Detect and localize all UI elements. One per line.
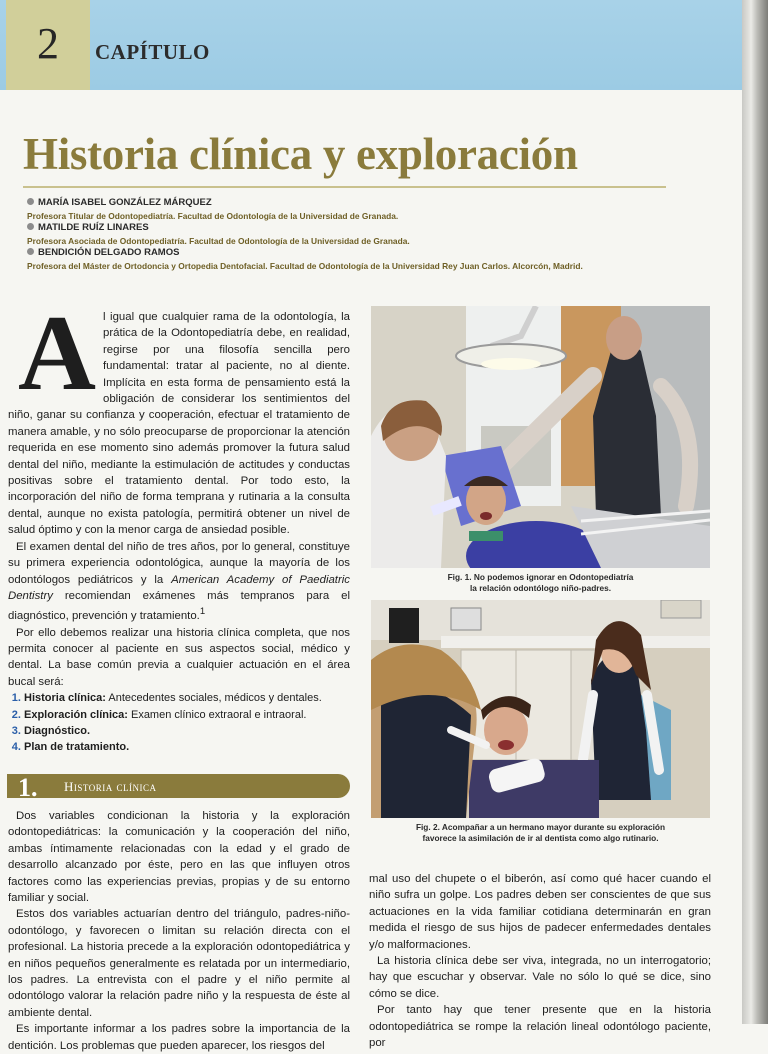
intro-paragraph-3: Por ello debemos realizar una historia clínica completa, que nos permita conocer al paciente en sus aspectos social, médico y dental. La base común previa a cualquier actuación en el área bucal será:: [8, 626, 350, 688]
list-item: 3. Diagnóstico.: [24, 723, 350, 739]
figure-1-photo: [371, 306, 710, 568]
author-name: MARÍA ISABEL GONZÁLEZ MÁRQUEZ: [27, 197, 739, 210]
chapter-number: 2: [37, 19, 59, 68]
author-affiliation: Profesora Asociada de Odontopediatría. Facultad de Odontología de la Universidad de Granada.: [27, 235, 410, 246]
right-text-column: [369, 871, 711, 1051]
section-paragraph: Es importante informar a los padres sobre la importancia de la dentición. Los problemas que pueden aparecer, los riesgos del: [8, 1023, 350, 1052]
section-number: 1.: [18, 773, 38, 802]
chapter-label: CAPÍTULO: [95, 40, 210, 64]
list-item: 2. Exploración clínica: Examen clínico extraoral e intraoral.: [24, 707, 350, 723]
right-paragraph: La historia clínica debe ser viva, integrada, no un interrogatorio; hay que escuchar y observar. Vale no sólo lo qué se dice, sino cómo se dice.: [369, 955, 711, 1000]
section-1-column: [8, 808, 350, 1054]
dental-clinic-siblings-illustration: [371, 600, 710, 818]
list-item: 4. Plan de tratamiento.: [24, 739, 350, 755]
right-paragraph: Por tanto hay que tener presente que en la historia odontopediátrica se rompe la relación lineal odontólogo paciente, por: [369, 1004, 711, 1050]
figure-2-caption: Fig. 2. Acompañar a un hermano mayor durante su exploración favorece la asimilación de ir al dentista como algo rutinario.: [415, 822, 666, 843]
chapter-title: Historia clínica y exploración: [23, 129, 578, 179]
author-list: [27, 197, 739, 272]
figure-1-caption: Fig. 1. No podemos ignorar en Odontopediatría la relación odontólogo niño-padres.: [447, 572, 634, 593]
intro-paragraph-2: El examen dental del niño de tres años, por lo general, constituye su primera experiencia odontológica, aunque la mayoría de los odontólogos pediátricos y la American Academy of Paediatric Dentistry recomiendan exámenes más tempranos para el diagnóstico, prevención y tratamiento.$^1$: [8, 540, 350, 623]
dental-clinic-illustration: [371, 306, 710, 568]
drop-cap: A: [18, 294, 96, 413]
figure-2-photo: [371, 600, 710, 818]
section-paragraph: Dos variables condicionan la historia y la exploración odontopediátricas: la comunicación y la cooperación del niño, ambas íntimamente relacionadas con la edad y el grado de desarrollo alcanzado por éste, pero en las que influyen otros factores como las experiencias previas, propias y de su entorno familiar y social.: [8, 810, 350, 905]
section-paragraph: Estos dos variables actuarían dentro del triángulo, padres-niño-odontólogo, y favorecen o limitan su relación directa con el profesional. La historia precede a la exploración odontopediátrica y en niños pequeños generalmente es relatada por un intermediario, los padres. La entrevista con el padre y el niño permite al odontólogo valorar la relación padre niño y la respuesta de éste al ambiente dental.: [8, 908, 350, 1019]
author-affiliation: Profesora del Máster de Ortodoncia y Ortopedia Dentofacial. Facultad de Odontología de la Universidad Rey Juan Carlos. Alcorcón, Madrid.: [27, 260, 583, 271]
section-title: Historia clínica: [64, 779, 157, 794]
title-divider: [23, 186, 666, 188]
author-name: BENDICIÓN DELGADO RAMOS: [27, 247, 739, 260]
intro-column: [8, 294, 350, 756]
steps-list: [8, 690, 350, 756]
author-name: MATILDE RUÍZ LINARES: [27, 222, 739, 235]
right-paragraph: mal uso del chupete o el biberón, así como qué hacer cuando el niño sufra un golpe. Los padres deben ser conscientes de que sus actuaciones en la vida familiar cotidiana determinarán en gran medida el riesgo de sus hijos de padecer enfermedades dentales y/o malformaciones.: [369, 873, 711, 951]
list-item: 1. Historia clínica: Antecedentes sociales, médicos y dentales.: [24, 690, 350, 706]
section-heading-bar: [7, 774, 350, 798]
author-affiliation: Profesora Titular de Odontopediatría. Facultad de Odontología de la Universidad de Granada.: [27, 210, 399, 221]
intro-paragraph-1: Al igual que cualquier rama de la odontología, la prática de la Odontopediatría debe, en realidad, regirse por una filosofía sencilla pero fundamental: tratar al paciente, no al diente. Implícita en esta forma de pensamiento está la obligación de considerar los sentimientos del niño, ganar su confianza y cooperación, efectuar el tratamiento de manera amable, y no sólo preocuparse de proporcionar la atención requerida en ese momento sino además promover la futura salud dental del niño, mediante la estimulación de actitudes y conductas positivas sobre el tratamiento dental. Por todo esto, la incorporación del niño de forma temprana y rutinaria a la consulta dental, aunque no exista patología, permitirá obtener un nivel de salud óptimo y con la menor carga de ansiedad posible.: [8, 294, 350, 537]
page-spine-edge: [742, 0, 768, 1024]
